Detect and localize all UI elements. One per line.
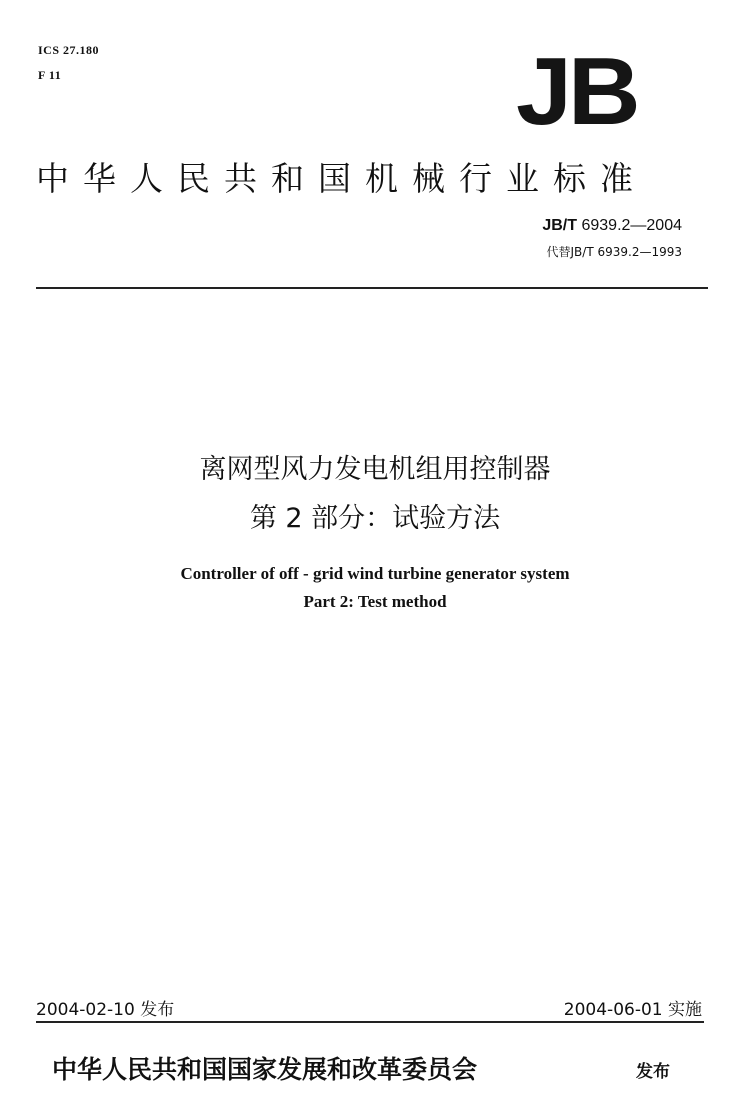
- ics-number: ICS 27.180: [38, 43, 100, 57]
- bottom-divider: [36, 1021, 704, 1023]
- document-title-en-line2: Part 2: Test method: [303, 592, 447, 611]
- standard-code: [542, 217, 682, 235]
- standard-code-prefix: JB/T: [542, 217, 578, 234]
- standard-code-number: 6939.2—2004: [581, 217, 682, 234]
- top-divider: [36, 287, 708, 289]
- standard-title: 中华人民共和国机械行业标准: [36, 159, 647, 198]
- issuing-authority-suffix: 发布: [636, 1062, 670, 1082]
- issuing-authority: 中华人民共和国国家发展和改革委员会: [52, 1055, 478, 1084]
- document-title-cn-line2: 第 2 部分：试验方法: [249, 503, 501, 534]
- replaces-standard: 代替JB/T 6939.2—1993: [546, 245, 682, 259]
- implementation-date: 2004-06-01 实施: [563, 1000, 702, 1020]
- jb-logo: JB: [516, 38, 637, 145]
- classification-code: F 11: [38, 68, 62, 82]
- document-title-cn-line1: 离网型风力发电机组用控制器: [199, 454, 551, 485]
- document-title-en-line1: Controller of off - grid wind turbine generator system: [180, 564, 570, 583]
- issue-date: 2004-02-10 发布: [36, 1000, 175, 1020]
